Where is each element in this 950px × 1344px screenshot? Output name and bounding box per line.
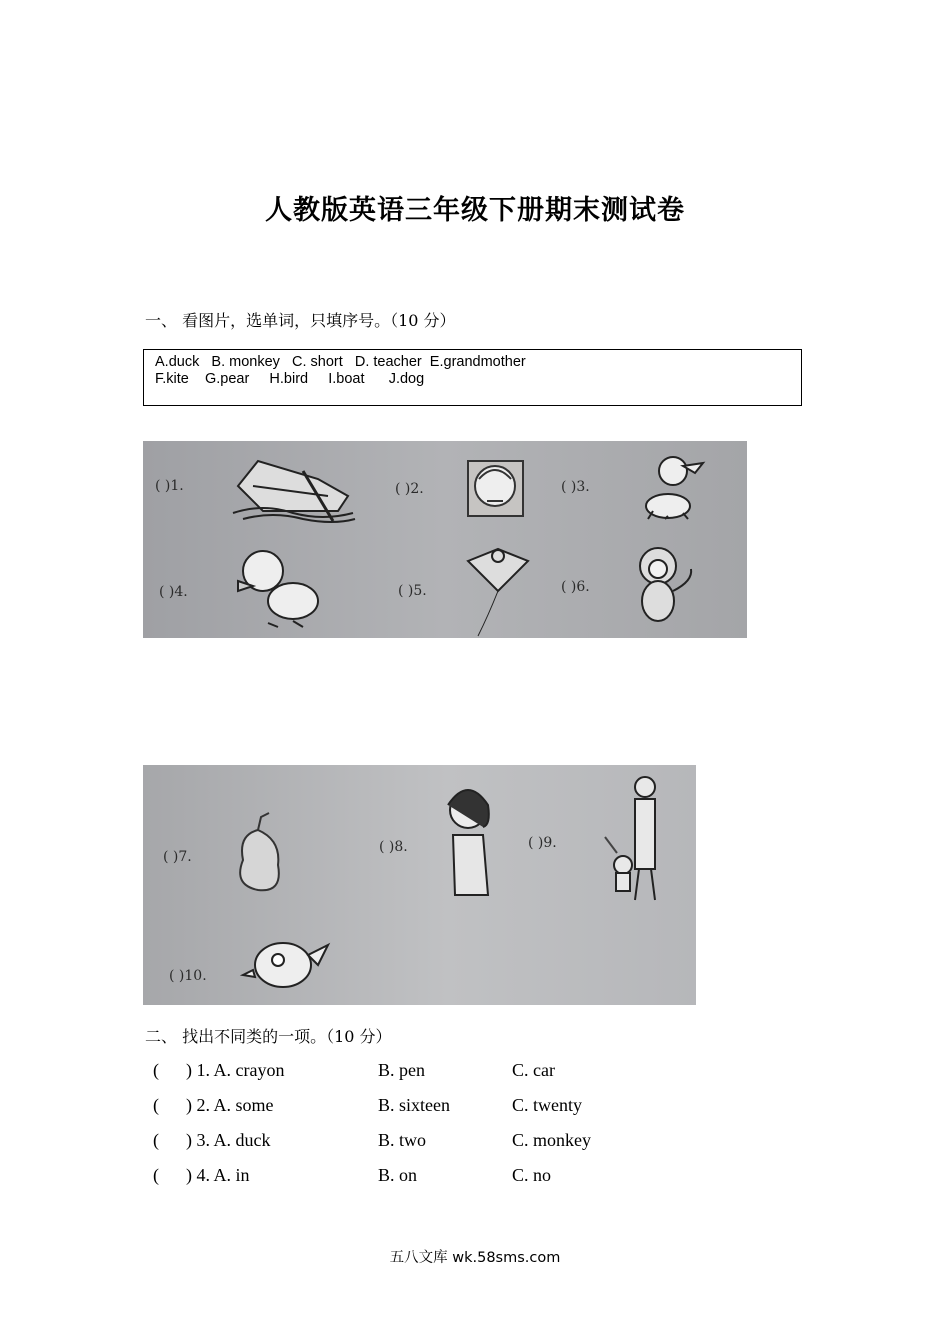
question-4-text: ( ) 4. A. in <box>153 1165 250 1185</box>
q5-label: ( )5. <box>398 583 427 599</box>
question-2-option-b: B. sixteen <box>378 1095 450 1115</box>
word-bank-line-1: A.duck B. monkey C. short D. teacher E.grandmother <box>155 354 526 370</box>
question-3-option-c: C. monkey <box>512 1130 591 1150</box>
q7-label: ( )7. <box>163 849 192 865</box>
page-title: 人教版英语三年级下册期末测试卷 <box>265 195 685 226</box>
picture-questions-1-6 <box>143 441 747 638</box>
section1-heading: 一、 看图片，选单词，只填序号。（10 分） <box>145 311 456 330</box>
question-4-option-b: B. on <box>378 1165 418 1185</box>
question-1-text: ( ) 1. A. crayon <box>153 1060 285 1080</box>
q1-label: ( )1. <box>155 478 184 494</box>
question-1-option-b: B. pen <box>378 1060 425 1080</box>
word-bank-box <box>143 349 802 406</box>
word-bank-line-2: F.kite G.pear H.bird I.boat J.dog <box>155 371 425 387</box>
q9-label: ( )9. <box>528 835 557 851</box>
question-1-option-c: C. car <box>512 1060 555 1080</box>
question-2-option-c: C. twenty <box>512 1095 582 1115</box>
grandmother-picture <box>468 461 523 516</box>
question-4-option-c: C. no <box>512 1165 552 1185</box>
q2-label: ( )2. <box>395 481 424 497</box>
question-3-text: ( ) 3. A. duck <box>153 1130 271 1150</box>
teacher-picture <box>448 790 489 895</box>
q6-label: ( )6. <box>561 579 590 595</box>
footer-watermark: 五八文库 wk.58sms.com <box>389 1250 561 1266</box>
q8-label: ( )8. <box>379 839 408 855</box>
q3-label: ( )3. <box>561 479 590 495</box>
section2-heading: 二、 找出不同类的一项。（10 分） <box>145 1027 392 1046</box>
picture-questions-7-10 <box>143 765 696 1005</box>
question-2-text: ( ) 2. A. some <box>153 1095 274 1115</box>
q10-label: ( )10. <box>169 968 207 984</box>
question-3-option-b: B. two <box>378 1130 427 1150</box>
q4-label: ( )4. <box>159 584 188 600</box>
